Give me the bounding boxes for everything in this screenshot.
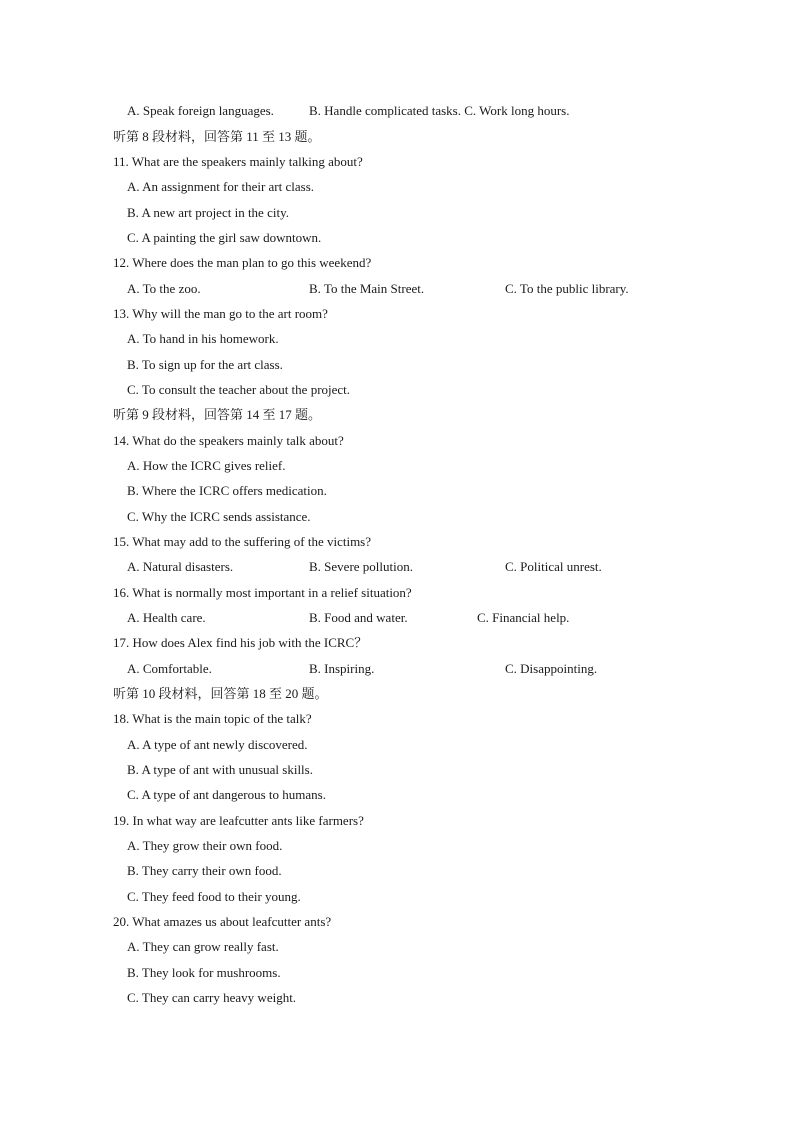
- question-16: 16. What is normally most important in a relief situation?: [113, 585, 412, 600]
- q16-option-c: C. Financial help.: [477, 610, 570, 625]
- q12-option-c: C. To the public library.: [505, 281, 629, 296]
- question-12: 12. Where does the man plan to go this weekend?: [113, 255, 372, 270]
- q19-option-a: A. They grow their own food.: [127, 838, 283, 853]
- option-a: A. Speak foreign languages.: [127, 103, 274, 118]
- q19-option-b: B. They carry their own food.: [127, 863, 282, 878]
- question-15: 15. What may add to the suffering of the victims?: [113, 534, 372, 549]
- q18-option-a: A. A type of ant newly discovered.: [127, 737, 308, 752]
- q16-option-b: B. Food and water.: [309, 610, 408, 625]
- question-20: 20. What amazes us about leafcutter ants?: [113, 914, 332, 929]
- question-11: 11. What are the speakers mainly talking about?: [113, 154, 363, 169]
- section-heading-9: 听第 9 段材料，回答第 14 至 17 题。: [113, 407, 322, 422]
- q11-option-c: C. A painting the girl saw downtown.: [127, 230, 322, 245]
- q13-option-c: C. To consult the teacher about the project.: [127, 382, 351, 397]
- q19-option-c: C. They feed food to their young.: [127, 889, 301, 904]
- q17-option-c: C. Disappointing.: [505, 661, 598, 676]
- q17-option-b: B. Inspiring.: [309, 661, 375, 676]
- section-heading-8: 听第 8 段材料，回答第 11 至 13 题。: [113, 129, 321, 144]
- q13-option-a: A. To hand in his homework.: [127, 331, 279, 346]
- q13-option-b: B. To sign up for the art class.: [127, 357, 283, 372]
- question-19: 19. In what way are leafcutter ants like farmers?: [113, 813, 364, 828]
- q20-option-a: A. They can grow really fast.: [127, 939, 279, 954]
- q17-option-a: A. Comfortable.: [127, 661, 212, 676]
- question-18: 18. What is the main topic of the talk?: [113, 711, 312, 726]
- question-17: 17. How does Alex find his job with the ICRC？: [113, 635, 368, 650]
- question-13: 13. Why will the man go to the art room?: [113, 306, 328, 321]
- section-heading-10: 听第 10 段材料，回答第 18 至 20 题。: [113, 686, 328, 701]
- q18-option-b: B. A type of ant with unusual skills.: [127, 762, 313, 777]
- q14-option-b: B. Where the ICRC offers medication.: [127, 483, 327, 498]
- q12-option-b: B. To the Main Street.: [309, 281, 425, 296]
- q18-option-c: C. A type of ant dangerous to humans.: [127, 787, 326, 802]
- q11-option-b: B. A new art project in the city.: [127, 205, 289, 220]
- q15-option-c: C. Political unrest.: [505, 559, 602, 574]
- q20-option-b: B. They look for mushrooms.: [127, 965, 281, 980]
- q14-option-c: C. Why the ICRC sends assistance.: [127, 509, 311, 524]
- q15-option-b: B. Severe pollution.: [309, 559, 413, 574]
- q14-option-a: A. How the ICRC gives relief.: [127, 458, 286, 473]
- q16-option-a: A. Health care.: [127, 610, 206, 625]
- q15-option-a: A. Natural disasters.: [127, 559, 234, 574]
- q12-option-a: A. To the zoo.: [127, 281, 201, 296]
- q11-option-a: A. An assignment for their art class.: [127, 179, 315, 194]
- option-b-c: B. Handle complicated tasks. C. Work long hours.: [309, 103, 570, 118]
- q20-option-c: C. They can carry heavy weight.: [127, 990, 297, 1005]
- question-14: 14. What do the speakers mainly talk about?: [113, 433, 344, 448]
